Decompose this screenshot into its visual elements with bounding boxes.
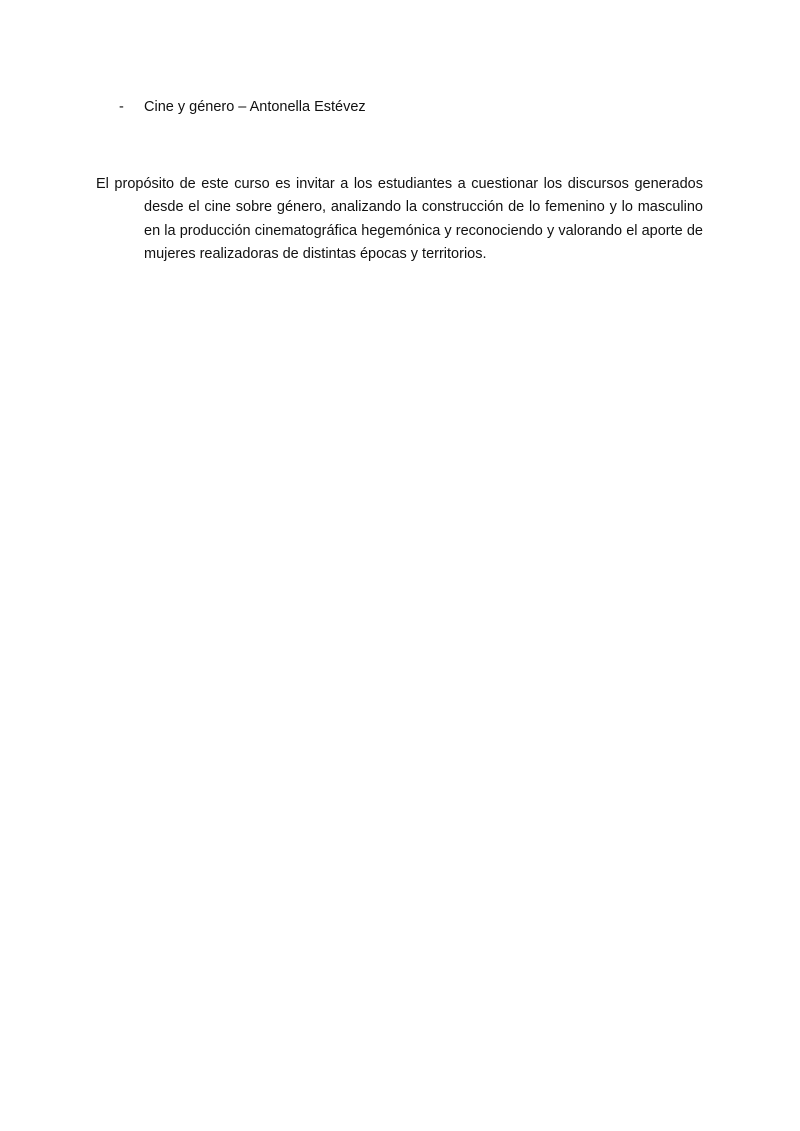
list-marker: - — [119, 99, 124, 115]
list-item-text: Cine y género – Antonella Estévez — [144, 99, 366, 115]
body-paragraph: El propósito de este curso es invitar a los estudiantes a cuestionar los discursos generados desde el cine sobre género, analizando la construcción de lo femenino y lo masculino en la producción cinematográfica hegemónica y reconociendo y valorando el aporte de mujeres realizadoras de distintas épocas y territorios. — [96, 175, 703, 262]
list-item — [119, 96, 366, 118]
